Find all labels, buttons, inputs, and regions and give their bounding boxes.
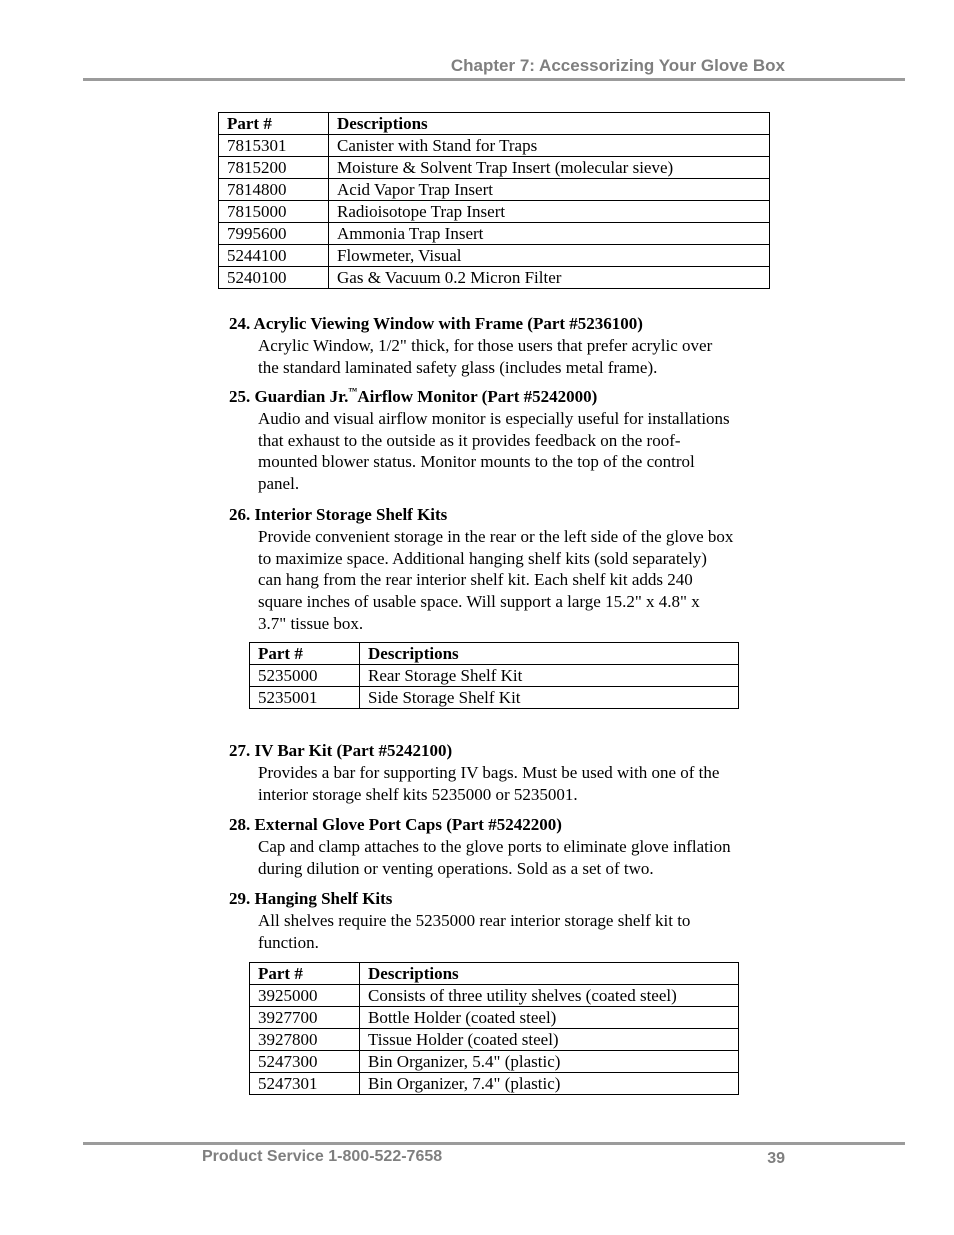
descriptions-header: Descriptions	[329, 113, 770, 135]
footer-rule	[83, 1142, 905, 1145]
descriptions-header: Descriptions	[360, 963, 739, 985]
part-number-header: Part #	[250, 643, 360, 665]
description-cell: Acid Vapor Trap Insert	[329, 179, 770, 201]
part-number-cell: 5235000	[250, 665, 360, 687]
product-service-phone: Product Service 1-800-522-7658	[202, 1148, 443, 1165]
body-line: Provide convenient storage in the rear or the left side of the glove box	[258, 526, 734, 546]
table-row	[219, 245, 770, 267]
table-header-row	[219, 113, 770, 135]
body-line: interior storage shelf kits 5235000 or 5235001.	[258, 784, 578, 804]
description-cell: Bin Organizer, 7.4" (plastic)	[360, 1073, 739, 1095]
description-cell: Tissue Holder (coated steel)	[360, 1029, 739, 1051]
item-28-title: 28. External Glove Port Caps (Part #5242200)	[229, 815, 562, 834]
description-cell: Radioisotope Trap Insert	[329, 201, 770, 223]
description-cell: Rear Storage Shelf Kit	[360, 665, 739, 687]
item-25-title	[229, 386, 789, 408]
item-25	[229, 386, 789, 495]
table-row	[219, 179, 770, 201]
body-line: can hang from the rear interior shelf kit. Each shelf kit adds 240	[258, 570, 693, 590]
table-row	[219, 267, 770, 289]
body-line: Provides a bar for supporting IV bags. Must be used with one of the	[258, 762, 720, 782]
item-28-body	[229, 836, 789, 880]
item-24-title: 24. Acrylic Viewing Window with Frame (Part #5236100)	[229, 314, 643, 333]
part-number-cell: 7815000	[219, 201, 329, 223]
table-row	[250, 985, 739, 1007]
hanging-shelf-table	[249, 962, 739, 1095]
item-27-title: 27. IV Bar Kit (Part #5242100)	[229, 741, 453, 760]
item-26-title: 26. Interior Storage Shelf Kits	[229, 505, 448, 524]
trademark-mark: ™	[348, 386, 358, 396]
item-25-title-part1: 25. Guardian Jr.	[229, 387, 349, 406]
item-26	[229, 504, 789, 635]
body-line: to maximize space. Additional hanging shelf kits (sold separately)	[258, 548, 707, 568]
item-29-body	[229, 910, 789, 954]
item-25-body	[229, 408, 789, 495]
part-number-cell: 5247300	[250, 1051, 360, 1073]
description-cell: Consists of three utility shelves (coated steel)	[360, 985, 739, 1007]
body-line: the standard laminated safety glass (includes metal frame).	[258, 357, 658, 377]
table-row	[250, 1007, 739, 1029]
body-line: Audio and visual airflow monitor is especially useful for installations	[258, 408, 730, 428]
table-row	[219, 135, 770, 157]
body-line: mounted blower status. Monitor mounts to the top of the control	[258, 452, 695, 472]
item-26-body	[229, 526, 789, 635]
body-line: that exhaust to the outside as it provides feedback on the roof-	[258, 430, 681, 450]
body-line: during dilution or venting operations. Sold as a set of two.	[258, 858, 654, 878]
description-cell: Flowmeter, Visual	[329, 245, 770, 267]
chapter-title: Chapter 7: Accessorizing Your Glove Box	[450, 56, 785, 75]
part-number-cell: 5235001	[250, 687, 360, 709]
part-number-cell: 7995600	[219, 223, 329, 245]
body-line: Acrylic Window, 1/2" thick, for those users that prefer acrylic over	[258, 335, 713, 355]
item-29-title: 29. Hanging Shelf Kits	[229, 889, 393, 908]
table-header-row	[250, 643, 739, 665]
part-number-cell: 7815301	[219, 135, 329, 157]
body-line: Cap and clamp attaches to the glove ports to eliminate glove inflation	[258, 836, 731, 856]
table-row	[250, 1029, 739, 1051]
description-cell: Moisture & Solvent Trap Insert (molecular sieve)	[329, 157, 770, 179]
item-27	[229, 740, 789, 805]
header-rule	[83, 78, 905, 81]
table-header-row	[250, 963, 739, 985]
item-29	[229, 888, 789, 953]
body-line: square inches of usable space. Will support a large 15.2" x 4.8" x	[258, 592, 700, 612]
table-row	[219, 223, 770, 245]
description-cell: Bin Organizer, 5.4" (plastic)	[360, 1051, 739, 1073]
description-cell: Side Storage Shelf Kit	[360, 687, 739, 709]
item-24	[229, 313, 789, 378]
part-number-cell: 7814800	[219, 179, 329, 201]
body-line: function.	[258, 932, 319, 952]
description-cell: Bottle Holder (coated steel)	[360, 1007, 739, 1029]
table-row	[250, 665, 739, 687]
table-row	[219, 201, 770, 223]
part-number-header: Part #	[250, 963, 360, 985]
table-row	[219, 157, 770, 179]
part-number-header: Part #	[219, 113, 329, 135]
descriptions-header: Descriptions	[360, 643, 739, 665]
part-number-cell: 5244100	[219, 245, 329, 267]
body-line: panel.	[258, 474, 300, 494]
traps-parts-table	[218, 112, 770, 289]
description-cell: Ammonia Trap Insert	[329, 223, 770, 245]
item-27-body	[229, 762, 789, 806]
item-28	[229, 814, 789, 879]
description-cell: Canister with Stand for Traps	[329, 135, 770, 157]
table-row	[250, 1073, 739, 1095]
body-line: 3.7" tissue box.	[258, 613, 364, 633]
description-cell: Gas & Vacuum 0.2 Micron Filter	[329, 267, 770, 289]
part-number-cell: 3925000	[250, 985, 360, 1007]
body-line: All shelves require the 5235000 rear interior storage shelf kit to	[258, 910, 691, 930]
item-25-title-part2: Airflow Monitor (Part #5242000)	[357, 387, 598, 406]
part-number-cell: 5247301	[250, 1073, 360, 1095]
shelf-kits-table	[249, 642, 739, 709]
part-number-cell: 5240100	[219, 267, 329, 289]
item-24-body	[229, 335, 789, 379]
part-number-cell: 7815200	[219, 157, 329, 179]
part-number-cell: 3927700	[250, 1007, 360, 1029]
table-row	[250, 1051, 739, 1073]
page-number: 39	[767, 1150, 785, 1167]
part-number-cell: 3927800	[250, 1029, 360, 1051]
table-row	[250, 687, 739, 709]
